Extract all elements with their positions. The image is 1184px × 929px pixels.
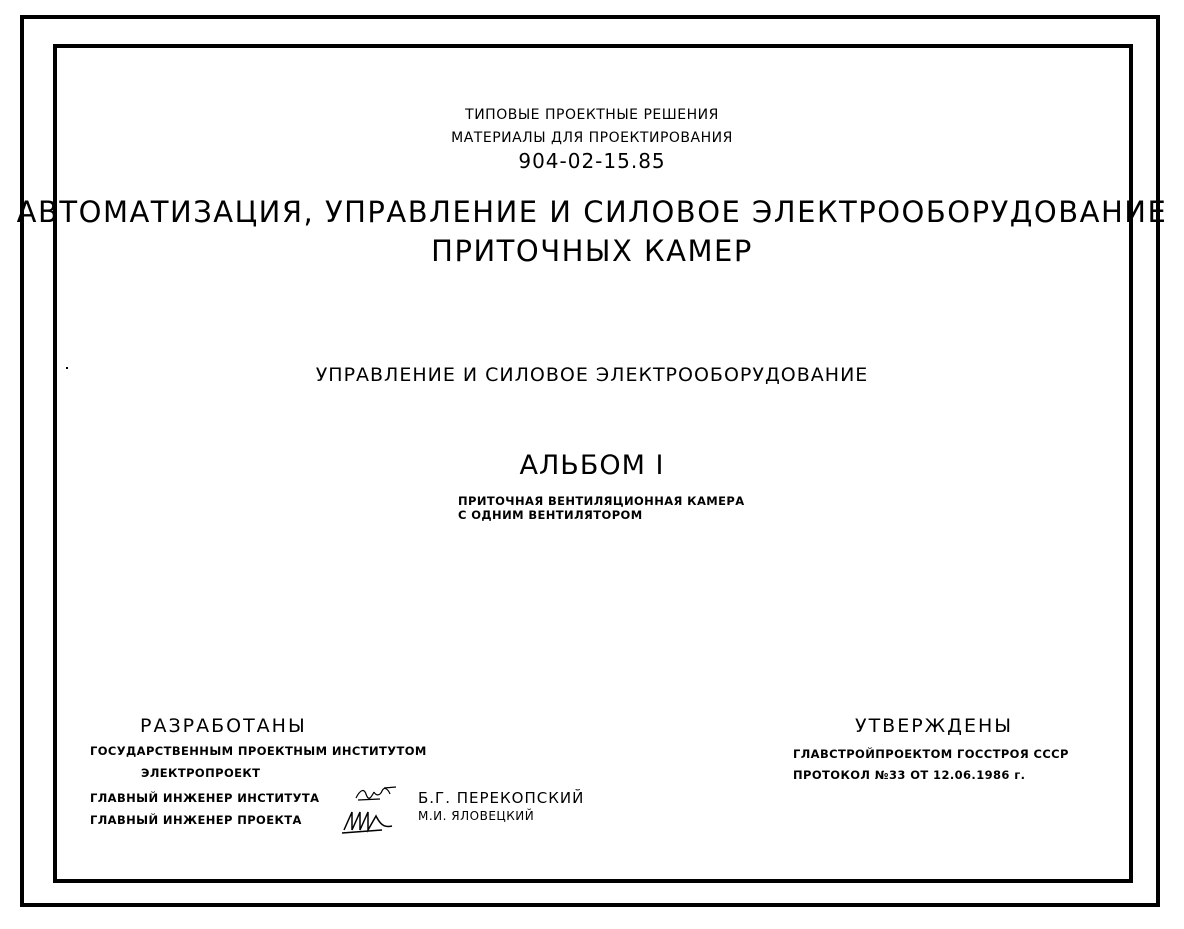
title-line-2: ПРИТОЧНЫХ КАМЕР [431,234,753,268]
name-perekopsky: Б.Г. ПЕРЕКОПСКИЙ [418,789,585,807]
approved-line-1: ГЛАВСТРОЙПРОЕКТОМ ГОССТРОЯ СССР [793,747,1069,761]
name-yalovetsky: М.И. ЯЛОВЕЦКИЙ [418,809,535,823]
album-label: АЛЬБОМ I [519,450,665,481]
role-chief-engineer-institute: ГЛАВНЫЙ ИНЖЕНЕР ИНСТИТУТА [90,791,320,805]
document-code: 904-02-15.85 [518,149,666,173]
role-chief-engineer-project: ГЛАВНЫЙ ИНЖЕНЕР ПРОЕКТА [90,813,302,827]
approved-line-2: ПРОТОКОЛ №33 ОТ 12.06.1986 г. [793,768,1026,782]
album-subtitle-1: ПРИТОЧНАЯ ВЕНТИЛЯЦИОННАЯ КАМЕРА [458,494,745,508]
album-subtitle-2: С ОДНИМ ВЕНТИЛЯТОРОМ [458,508,643,522]
signature-1 [354,784,400,804]
header-line-1: ТИПОВЫЕ ПРОЕКТНЫЕ РЕШЕНИЯ [465,107,719,123]
title-line-1: АВТОМАТИЗАЦИЯ, УПРАВЛЕНИЕ И СИЛОВОЕ ЭЛЕКТРООБОРУДОВАНИЕ [16,195,1168,229]
signature-2 [340,806,396,836]
header-line-2: МАТЕРИАЛЫ ДЛЯ ПРОЕКТИРОВАНИЯ [451,130,733,146]
approved-title: УТВЕРЖДЕНЫ [855,715,1014,737]
developed-title: РАЗРАБОТАНЫ [140,715,307,737]
developed-org-line-1: ГОСУДАРСТВЕННЫМ ПРОЕКТНЫМ ИНСТИТУТОМ [90,744,427,758]
section-title: УПРАВЛЕНИЕ И СИЛОВОЕ ЭЛЕКТРООБОРУДОВАНИЕ [315,364,869,386]
developed-org-line-2: ЭЛЕКТРОПРОЕКТ [141,766,261,780]
